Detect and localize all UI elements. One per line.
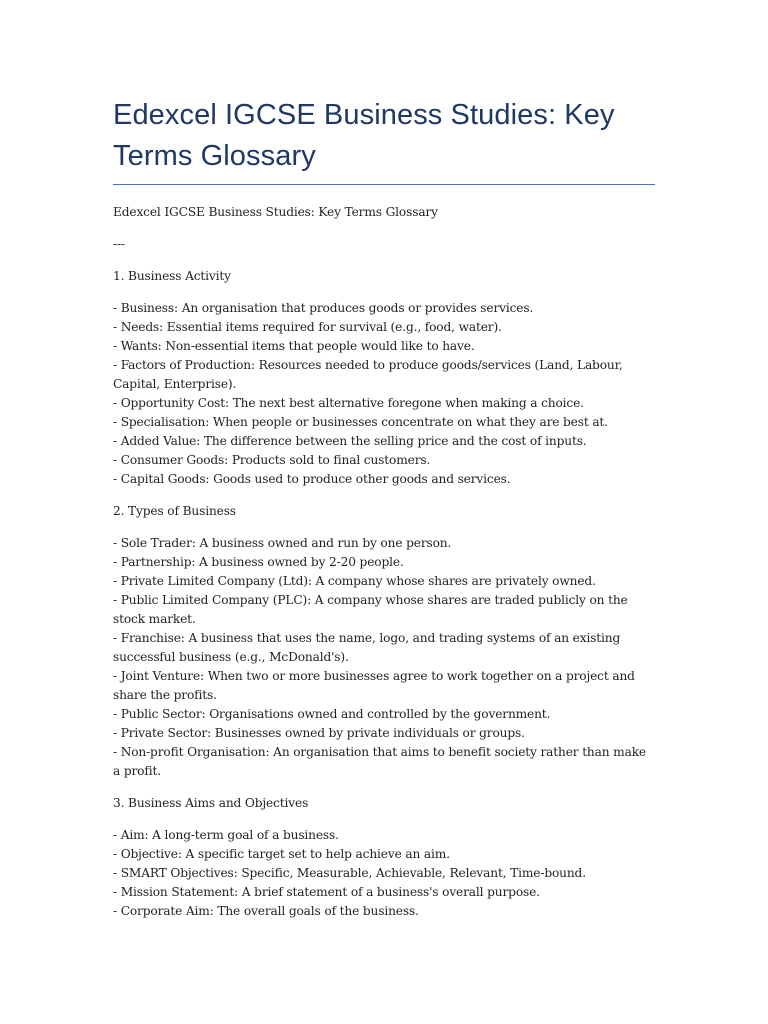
- section-heading-business-activity: 1. Business Activity: [113, 269, 231, 283]
- list-item: - Private Sector: Businesses owned by private individuals or groups.: [113, 726, 525, 740]
- document-body: [113, 203, 655, 921]
- list-item: - Aim: A long-term goal of a business.: [113, 828, 339, 842]
- list-item: - Public Limited Company (PLC): A company whose shares are traded publicly on the stock market.: [113, 593, 628, 626]
- list-item: - Sole Trader: A business owned and run by one person.: [113, 536, 452, 550]
- list-item: - Franchise: A business that uses the name, logo, and trading systems of an existing successful business (e.g., McDonald's).: [113, 631, 621, 664]
- list-item: - Non-profit Organisation: An organisation that aims to benefit society rather than make a profit.: [113, 745, 646, 778]
- list-item: - Mission Statement: A brief statement of a business's overall purpose.: [113, 885, 540, 899]
- list-item: - Joint Venture: When two or more businesses agree to work together on a project and share the profits.: [113, 669, 635, 702]
- section-heading-types-of-business: 2. Types of Business: [113, 504, 236, 518]
- list-item: - Factors of Production: Resources needed to produce goods/services (Land, Labour, Capital, Enterprise).: [113, 358, 623, 391]
- title-underline: [113, 184, 655, 185]
- list-item: - Objective: A specific target set to help achieve an aim.: [113, 847, 450, 861]
- separator-line: ---: [113, 237, 125, 251]
- section-heading-business-aims: 3. Business Aims and Objectives: [113, 796, 309, 810]
- list-item: - Specialisation: When people or businesses concentrate on what they are best at.: [113, 415, 608, 429]
- list-item: - Wants: Non-essential items that people would like to have.: [113, 339, 475, 353]
- list-item: - Capital Goods: Goods used to produce other goods and services.: [113, 472, 511, 486]
- list-item: - Opportunity Cost: The next best alternative foregone when making a choice.: [113, 396, 584, 410]
- term-list-business-activity: [113, 299, 655, 489]
- document-title: Edexcel IGCSE Business Studies: Key Terms Glossary: [113, 99, 615, 172]
- list-item: - SMART Objectives: Specific, Measurable, Achievable, Relevant, Time-bound.: [113, 866, 586, 880]
- list-item: - Public Sector: Organisations owned and controlled by the government.: [113, 707, 551, 721]
- document-subtitle: Edexcel IGCSE Business Studies: Key Terms Glossary: [113, 205, 438, 219]
- list-item: - Needs: Essential items required for survival (e.g., food, water).: [113, 320, 502, 334]
- list-item: - Corporate Aim: The overall goals of the business.: [113, 904, 419, 918]
- term-list-types-of-business: [113, 534, 655, 781]
- term-list-business-aims: [113, 826, 655, 921]
- list-item: - Business: An organisation that produces goods or provides services.: [113, 301, 534, 315]
- list-item: - Added Value: The difference between the selling price and the cost of inputs.: [113, 434, 587, 448]
- document-page: [113, 95, 655, 921]
- list-item: - Private Limited Company (Ltd): A company whose shares are privately owned.: [113, 574, 596, 588]
- list-item: - Consumer Goods: Products sold to final customers.: [113, 453, 431, 467]
- list-item: - Partnership: A business owned by 2-20 people.: [113, 555, 404, 569]
